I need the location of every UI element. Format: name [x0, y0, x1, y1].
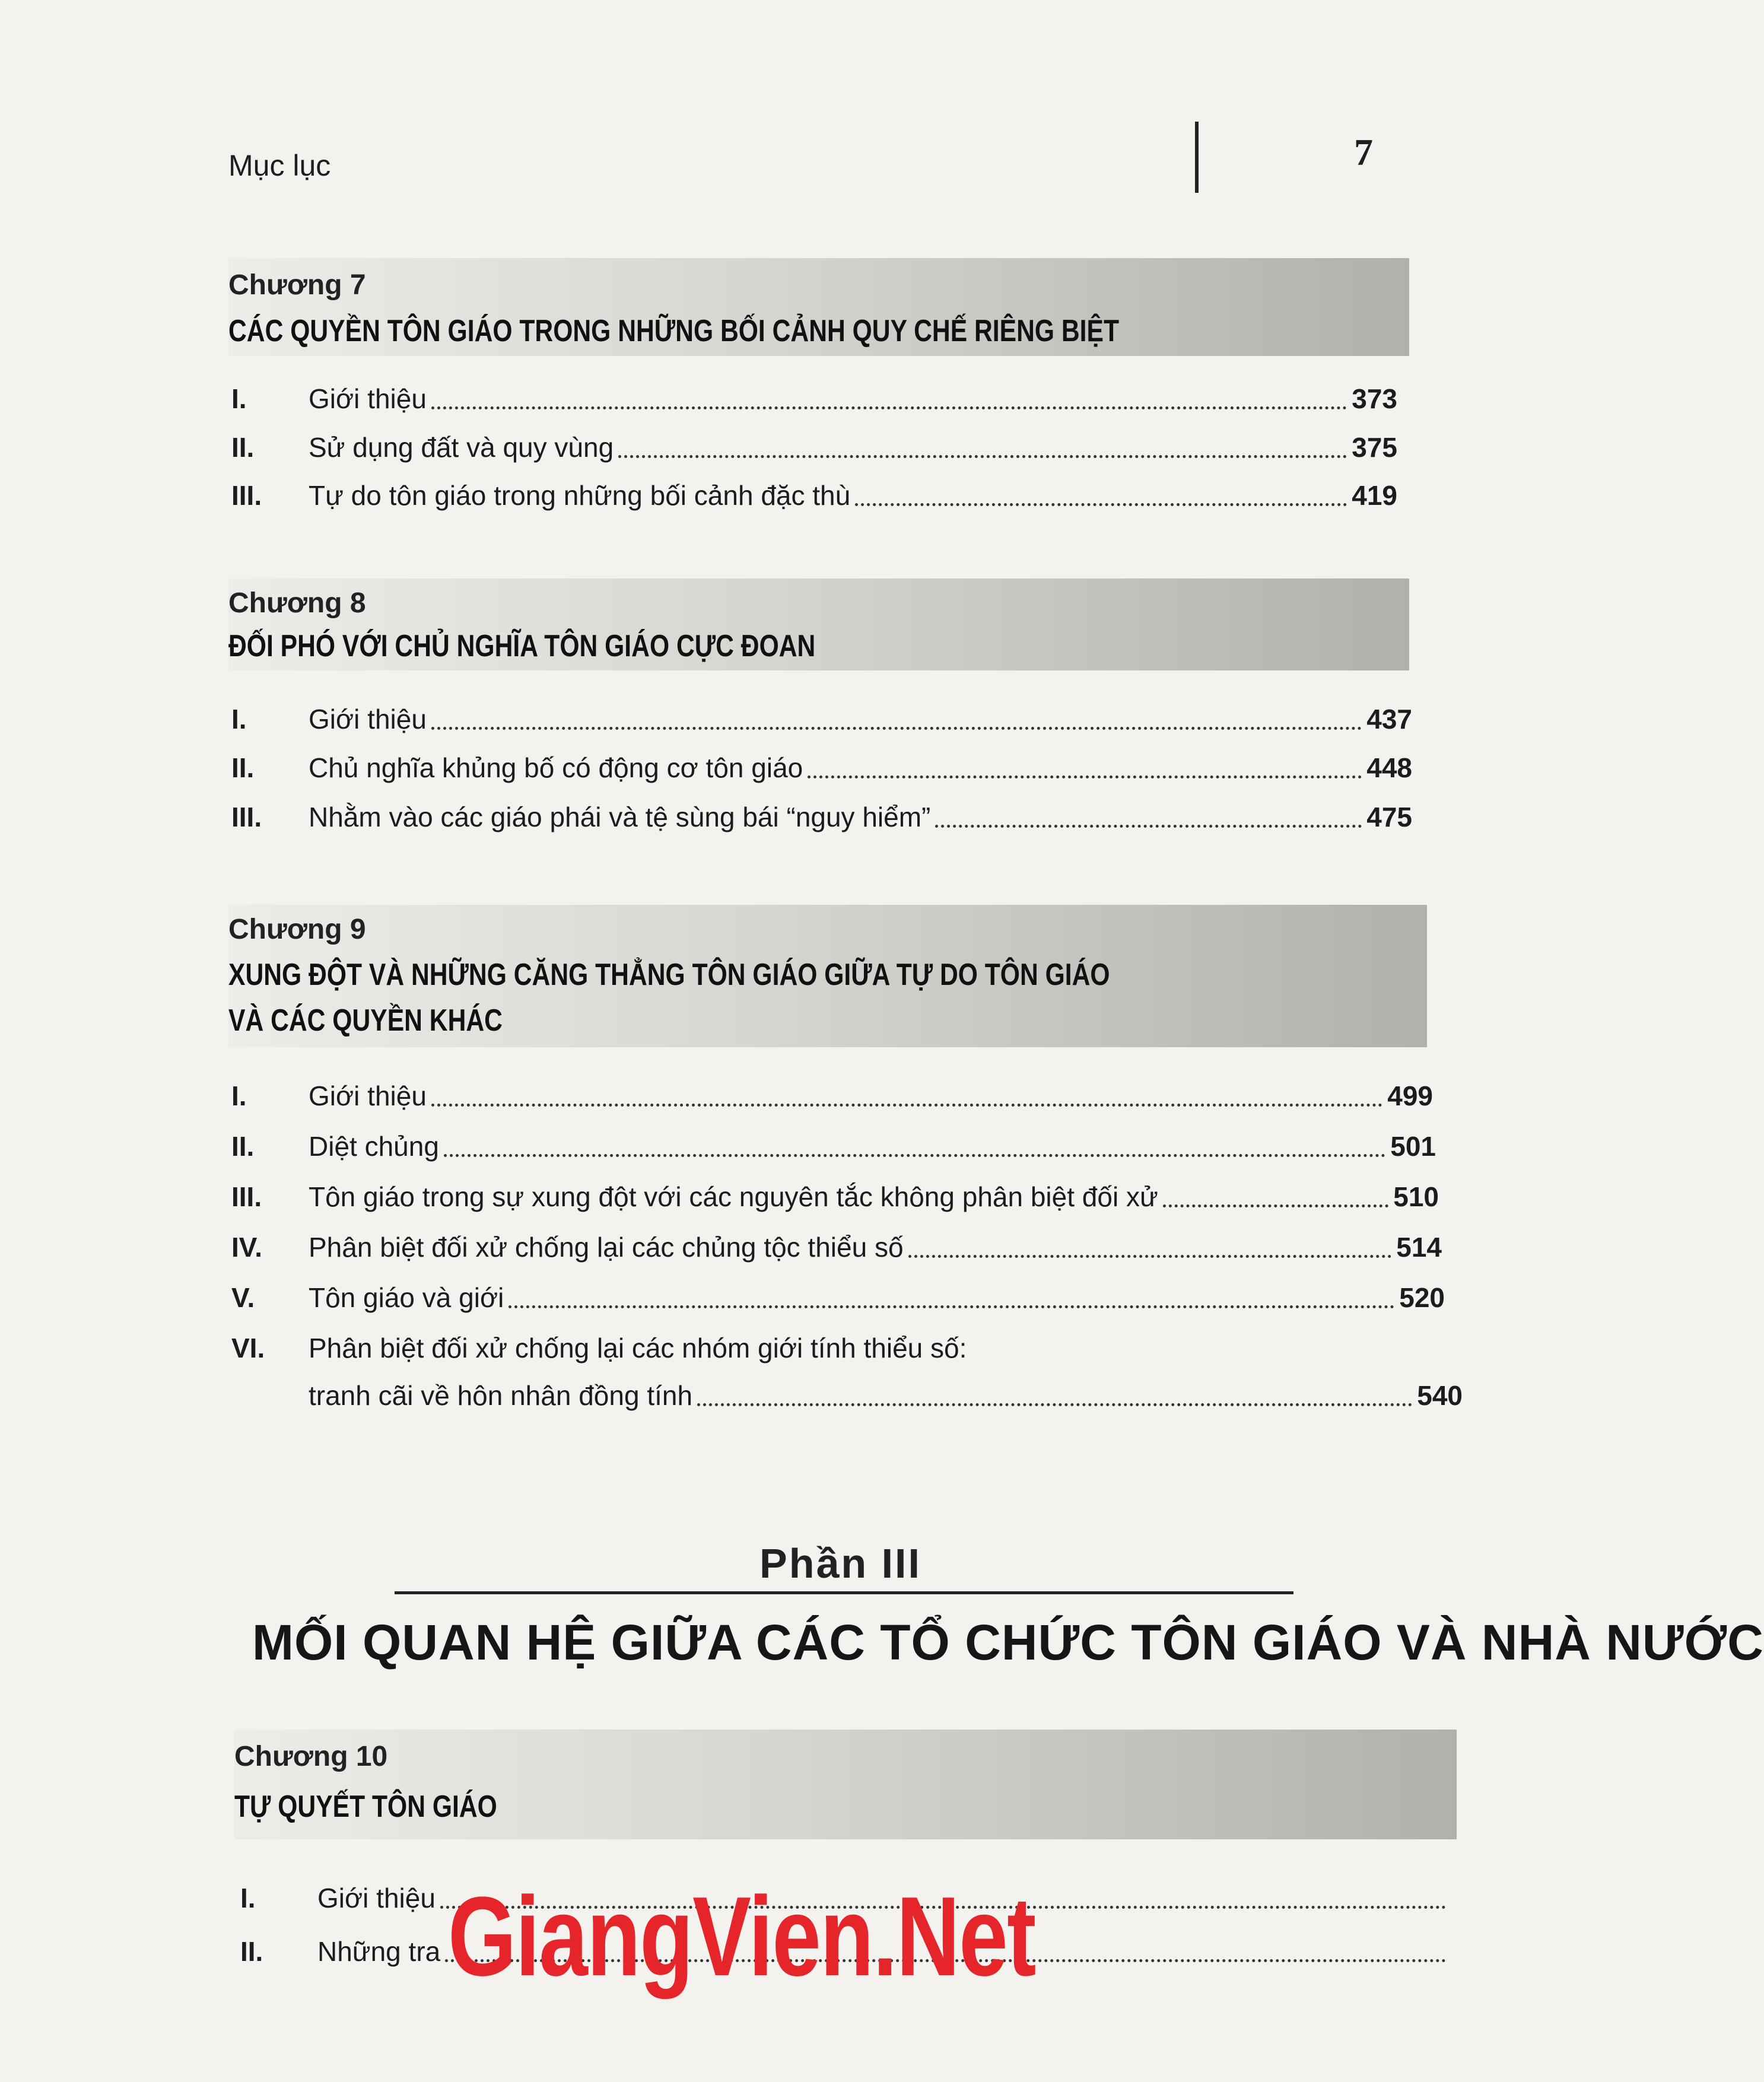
section-number: VI. [231, 1333, 265, 1363]
section-title: Tôn giáo trong sự xung đột với các nguyên tắc không phân biệt đối xử [309, 1181, 1158, 1212]
part-label: Phần III [759, 1540, 921, 1587]
chapter-title: VÀ CÁC QUYỀN KHÁC [228, 1003, 503, 1038]
section-title: Phân biệt đối xử chống lại các nhóm giới tính thiểu số: [309, 1333, 967, 1363]
section-number: II. [231, 432, 255, 463]
toc-entry[interactable] [231, 801, 1412, 837]
chapter-label: Chương 7 [228, 269, 366, 301]
section-page: 510 [1393, 1181, 1439, 1212]
dot-leader [431, 406, 1347, 409]
dot-leader [697, 1403, 1412, 1406]
section-title: Tôn giáo và giới [309, 1282, 504, 1313]
section-page: 373 [1352, 383, 1397, 414]
section-number: V. [231, 1282, 255, 1313]
toc-entry[interactable] [231, 1379, 1463, 1415]
chapter-label: Chương 8 [228, 587, 366, 619]
chapter-title: XUNG ĐỘT VÀ NHỮNG CĂNG THẲNG TÔN GIÁO GIỮA TỰ DO TÔN GIÁO [228, 958, 1110, 992]
section-number: I. [231, 704, 247, 735]
dot-leader [935, 825, 1362, 828]
dot-leader [431, 727, 1362, 730]
section-title: Sử dụng đất và quy vùng [309, 432, 614, 463]
header-divider [1195, 122, 1199, 193]
section-number: I. [231, 1080, 247, 1111]
section-page: 475 [1366, 802, 1412, 832]
section-number: II. [240, 1936, 263, 1967]
page-number: 7 [1354, 131, 1373, 173]
dot-leader [1163, 1204, 1389, 1207]
section-number: I. [240, 1883, 256, 1913]
chapter-7-heading [228, 258, 1409, 356]
toc-entry[interactable] [231, 1231, 1442, 1267]
section-page: 540 [1417, 1380, 1463, 1411]
toc-entry[interactable] [231, 703, 1412, 739]
section-number: III. [231, 802, 262, 832]
section-page: 499 [1387, 1080, 1433, 1111]
section-title: Nhằm vào các giáo phái và tệ sùng bái “nguy hiểm” [309, 802, 931, 832]
toc-entry[interactable] [231, 1181, 1439, 1216]
dot-leader [444, 1154, 1385, 1157]
dot-leader [508, 1305, 1394, 1308]
section-number: IV. [231, 1232, 263, 1263]
section-number: III. [231, 1181, 262, 1212]
toc-entry[interactable] [231, 1130, 1436, 1166]
section-page: 419 [1352, 480, 1397, 511]
toc-entry[interactable] [231, 1282, 1445, 1317]
toc-entry[interactable] [231, 479, 1397, 515]
chapter-9-heading [228, 905, 1427, 1047]
section-title: Tự do tôn giáo trong những bối cảnh đặc thù [309, 480, 851, 511]
dot-leader [855, 503, 1347, 506]
section-title: Giới thiệu [309, 383, 427, 414]
dot-leader [431, 1104, 1382, 1107]
chapter-title: TỰ QUYẾT TÔN GIÁO [234, 1789, 497, 1824]
toc-entry[interactable] [231, 1080, 1433, 1115]
section-page: 520 [1399, 1282, 1445, 1313]
section-number: II. [231, 752, 255, 783]
dot-leader [908, 1255, 1392, 1258]
chapter-title: ĐỐI PHÓ VỚI CHỦ NGHĨA TÔN GIÁO CỰC ĐOAN [228, 629, 816, 663]
dot-leader [618, 455, 1347, 458]
section-number: III. [231, 480, 262, 511]
section-page: 448 [1366, 752, 1412, 783]
section-title: Giới thiệu [317, 1883, 436, 1913]
section-page: 501 [1390, 1131, 1436, 1162]
toc-entry[interactable] [231, 431, 1397, 467]
section-page: 375 [1352, 432, 1397, 463]
chapter-label: Chương 9 [228, 914, 366, 945]
section-number: I. [231, 383, 247, 414]
section-title: Chủ nghĩa khủng bố có động cơ tôn giáo [309, 752, 803, 783]
chapter-8-heading [228, 578, 1409, 670]
chapter-10-heading [234, 1730, 1457, 1839]
section-page: 514 [1396, 1232, 1442, 1263]
section-title-continued: tranh cãi về hôn nhân đồng tính [309, 1380, 693, 1411]
section-title: Giới thiệu [309, 1080, 427, 1111]
watermark-logo: GiangVien.Net [448, 1874, 1035, 2000]
section-number: II. [231, 1131, 255, 1162]
section-title: Phân biệt đối xử chống lại các chủng tộc thiểu số [309, 1232, 904, 1263]
part-title: MỐI QUAN HỆ GIỮA CÁC TỔ CHỨC TÔN GIÁO VÀ NHÀ NƯỚC [252, 1614, 1764, 1670]
toc-entry[interactable] [231, 752, 1412, 787]
chapter-title: CÁC QUYỀN TÔN GIÁO TRONG NHỮNG BỐI CẢNH QUY CHẾ RIÊNG BIỆT [228, 314, 1120, 348]
part-divider [395, 1591, 1293, 1594]
chapter-label: Chương 10 [234, 1741, 388, 1772]
toc-entry[interactable] [231, 383, 1397, 418]
section-title: Giới thiệu [309, 704, 427, 735]
section-title: Những tra [317, 1936, 441, 1967]
section-page: 437 [1366, 704, 1412, 735]
toc-entry[interactable] [231, 1332, 1448, 1374]
section-title: Diệt chủng [309, 1131, 439, 1162]
running-title: Mục lục [228, 149, 331, 182]
dot-leader [808, 775, 1362, 778]
